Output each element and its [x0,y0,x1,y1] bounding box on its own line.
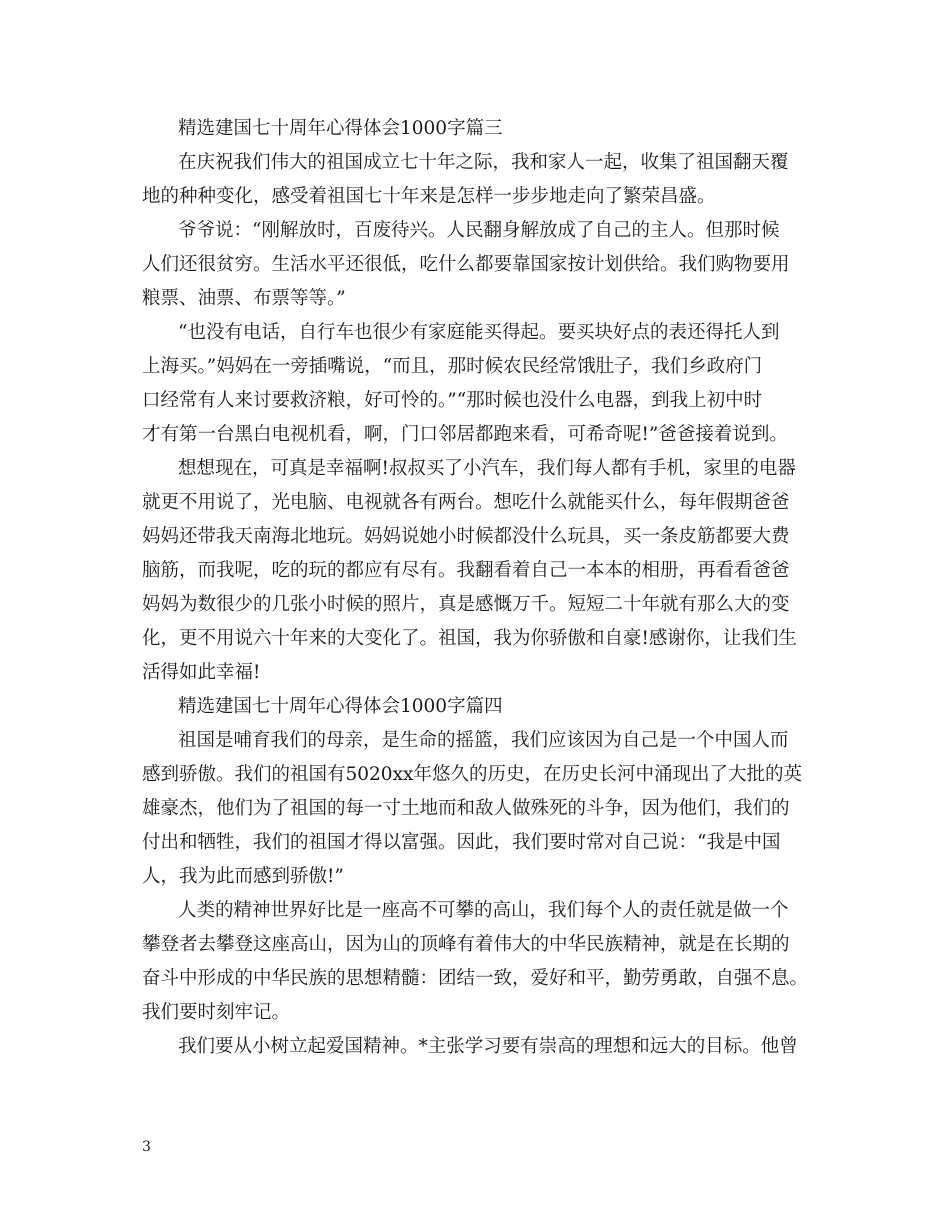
text-line: 脑筋，而我呢，吃的玩的都应有尽有。我翻看着自己一本本的相册，再看看爸爸 [142,560,790,581]
text-line: 活得如此幸福! [142,662,261,683]
text-line: 在庆祝我们伟大的祖国成立七十年之际，我和家人一起，收集了祖国翻天覆 [178,152,789,173]
text-line: 付出和牺牲，我们的祖国才得以富强。因此，我们要时常对自己说：“我是中国 [142,832,781,853]
text-line: 粮票、油票、布票等等。” [142,288,346,309]
page-number: 3 [142,1139,151,1155]
document-body [142,112,822,1064]
text-line: 人们还很贫穷。生活水平还很低，吃什么都要靠国家按计划供给。我们购物要用 [142,254,790,275]
text-line: 精选建国七十周年心得体会1000字篇三 [178,118,503,139]
text-line: 精选建国七十周年心得体会1000字篇四 [178,696,503,717]
text-line: “也没有电话，自行车也很少有家庭能买得起。要买块好点的表还得托人到 [178,322,780,343]
text-line: 妈妈还带我天南海北地玩。妈妈说她小时候都没什么玩具，买一条皮筋都要大费 [142,526,790,547]
text-line: 爷爷说：“刚解放时，百废待兴。人民翻身解放成了自己的主人。但那时候 [178,220,780,241]
text-line: 雄豪杰，他们为了祖国的每一寸土地而和敌人做殊死的斗争，因为他们，我们的 [142,798,790,819]
text-line: 上海买。”妈妈在一旁插嘴说，“而且，那时候农民经常饿肚子，我们乡政府门 [142,356,763,377]
text-line: 人，我为此而感到骄傲!” [142,866,344,887]
text-line: 化，更不用说六十年来的大变化了。祖国，我为你骄傲和自豪!感谢你，让我们生 [142,628,797,649]
text-line: 我们要从小树立起爱国精神。*主张学习要有崇高的理想和远大的目标。他曾 [178,1036,798,1057]
text-line: 就更不用说了，光电脑、电视就各有两台。想吃什么就能买什么，每年假期爸爸 [142,492,790,513]
text-line: 地的种种变化，感受着祖国七十年来是怎样一步步地走向了繁荣昌盛。 [142,186,716,207]
text-line: 攀登者去攀登这座高山，因为山的顶峰有着伟大的中华民族精神，就是在长期的 [142,934,790,955]
text-line: 祖国是哺育我们的母亲，是生命的摇篮，我们应该因为自己是一个中国人而 [178,730,789,751]
text-line: 奋斗中形成的中华民族的思想精髓：团结一致，爱好和平，勤劳勇敢，自强不息。 [142,968,809,989]
text-line: 人类的精神世界好比是一座高不可攀的高山，我们每个人的责任就是做一个 [178,900,789,921]
text-line: 才有第一台黑白电视机看，啊，门口邻居都跑来看，可希奇呢!”爸爸接着说到。 [142,424,788,445]
text-line: 想想现在，可真是幸福啊!叔叔买了小汽车，我们每人都有手机，家里的电器 [178,458,796,479]
text-line: 我们要时刻牢记。 [142,1002,291,1023]
text-line: 感到骄傲。我们的祖国有5020xx年悠久的历史，在历史长河中涌现出了大批的英 [142,764,802,785]
text-line: 妈妈为数很少的几张小时候的照片，真是感慨万千。短短二十年就有那么大的变 [142,594,790,615]
text-line: 口经常有人来讨要救济粮，好可怜的。”“那时候也没什么电器，到我上初中时 [142,390,763,411]
